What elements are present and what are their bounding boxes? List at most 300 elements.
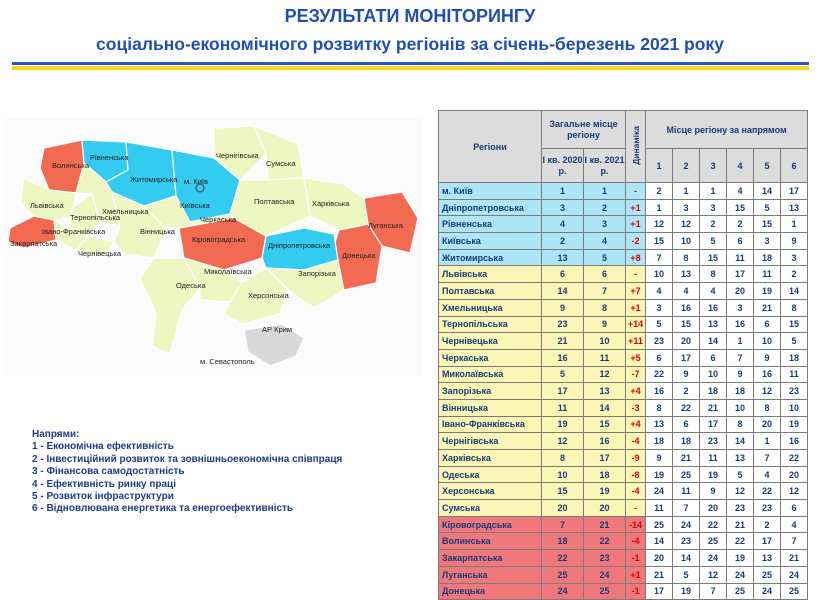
direction-2-cell: 3 <box>673 199 700 216</box>
table-row <box>439 249 808 266</box>
place-2021-cell: 3 <box>584 216 626 233</box>
direction-5-cell: 1 <box>754 433 781 450</box>
direction-6-cell: 6 <box>781 500 808 517</box>
ukraine-map <box>4 118 422 376</box>
direction-3-cell: 8 <box>700 266 727 283</box>
direction-1-cell: 9 <box>646 450 673 467</box>
direction-6-cell: 14 <box>781 283 808 300</box>
table-row <box>439 466 808 483</box>
direction-2-cell: 21 <box>673 450 700 467</box>
table-body <box>439 183 808 600</box>
table-row <box>439 583 808 600</box>
place-2021-cell: 11 <box>584 349 626 366</box>
place-2021-cell: 1 <box>584 183 626 200</box>
direction-2-cell: 5 <box>673 566 700 583</box>
flag-stripe-blue <box>12 62 809 65</box>
direction-6-cell: 20 <box>781 466 808 483</box>
direction-2-cell: 15 <box>673 316 700 333</box>
dynamics-cell: +4 <box>626 383 646 400</box>
region-name-cell: Закарпатська <box>439 550 542 567</box>
direction-3-cell: 13 <box>700 316 727 333</box>
direction-4-cell: 1 <box>727 333 754 350</box>
table-row <box>439 483 808 500</box>
direction-1-cell: 7 <box>646 249 673 266</box>
direction-4-cell: 5 <box>727 466 754 483</box>
direction-5-cell: 19 <box>754 283 781 300</box>
dynamics-cell: +4 <box>626 416 646 433</box>
direction-1-cell: 22 <box>646 366 673 383</box>
direction-4-cell: 3 <box>727 299 754 316</box>
header-direction-5: 5 <box>754 149 781 183</box>
place-2021-cell: 2 <box>584 199 626 216</box>
direction-2-cell: 12 <box>673 216 700 233</box>
legend-title: Напрями: <box>32 429 80 440</box>
direction-4-cell: 24 <box>727 566 754 583</box>
table-row <box>439 433 808 450</box>
table-row <box>439 399 808 416</box>
place-2020-cell: 5 <box>542 366 584 383</box>
place-2021-cell: 22 <box>584 533 626 550</box>
header-overall: Загальне місце регіону <box>542 111 626 149</box>
label-ternopilska: Тернопільська <box>70 213 121 222</box>
direction-5-cell: 20 <box>754 416 781 433</box>
direction-5-cell: 6 <box>754 316 781 333</box>
place-2021-cell: 16 <box>584 433 626 450</box>
direction-1-cell: 19 <box>646 466 673 483</box>
dynamics-cell: - <box>626 183 646 200</box>
label-dnipro: Дніпропетровська <box>268 241 331 250</box>
direction-3-cell: 4 <box>700 283 727 300</box>
table-row <box>439 299 808 316</box>
direction-2-cell: 7 <box>673 500 700 517</box>
region-name-cell: Вінницька <box>439 399 542 416</box>
direction-5-cell: 11 <box>754 266 781 283</box>
place-2021-cell: 20 <box>584 500 626 517</box>
place-2021-cell: 5 <box>584 249 626 266</box>
place-2020-cell: 13 <box>542 249 584 266</box>
place-2020-cell: 24 <box>542 583 584 600</box>
dynamics-cell: +8 <box>626 249 646 266</box>
label-crimea: АР Крим <box>262 325 292 334</box>
direction-2-cell: 23 <box>673 533 700 550</box>
direction-2-cell: 19 <box>673 583 700 600</box>
page-title: РЕЗУЛЬТАТИ МОНІТОРИНГУ <box>284 6 536 26</box>
region-name-cell: Запорізька <box>439 383 542 400</box>
label-odeska: Одеська <box>176 281 206 290</box>
table-row <box>439 199 808 216</box>
direction-6-cell: 17 <box>781 183 808 200</box>
dynamics-cell: - <box>626 266 646 283</box>
place-2020-cell: 10 <box>542 466 584 483</box>
direction-1-cell: 20 <box>646 550 673 567</box>
direction-4-cell: 14 <box>727 433 754 450</box>
direction-6-cell: 12 <box>781 483 808 500</box>
label-ivano: Івано-Франківська <box>42 227 106 236</box>
direction-5-cell: 25 <box>754 566 781 583</box>
table-row <box>439 383 808 400</box>
place-2021-cell: 8 <box>584 299 626 316</box>
direction-3-cell: 22 <box>700 516 727 533</box>
direction-1-cell: 5 <box>646 316 673 333</box>
direction-1-cell: 6 <box>646 349 673 366</box>
direction-3-cell: 2 <box>700 216 727 233</box>
direction-5-cell: 21 <box>754 299 781 316</box>
direction-4-cell: 19 <box>727 550 754 567</box>
place-2020-cell: 15 <box>542 483 584 500</box>
direction-1-cell: 11 <box>646 500 673 517</box>
region-name-cell: Київська <box>439 233 542 250</box>
dynamics-cell: +1 <box>626 566 646 583</box>
label-lvivska: Львівська <box>30 201 64 210</box>
direction-3-cell: 16 <box>700 299 727 316</box>
direction-4-cell: 8 <box>727 416 754 433</box>
label-kyivska: Київська <box>180 201 210 210</box>
direction-4-cell: 12 <box>727 483 754 500</box>
place-2020-cell: 12 <box>542 433 584 450</box>
direction-3-cell: 23 <box>700 433 727 450</box>
direction-2-cell: 17 <box>673 349 700 366</box>
direction-2-cell: 10 <box>673 233 700 250</box>
direction-4-cell: 22 <box>727 533 754 550</box>
direction-5-cell: 9 <box>754 349 781 366</box>
direction-4-cell: 7 <box>727 349 754 366</box>
place-2020-cell: 22 <box>542 550 584 567</box>
direction-3-cell: 11 <box>700 450 727 467</box>
direction-5-cell: 18 <box>754 249 781 266</box>
label-zhytomyrska: Житомирська <box>130 175 178 184</box>
region-name-cell: Кіровоградська <box>439 516 542 533</box>
place-2021-cell: 7 <box>584 283 626 300</box>
table-row <box>439 283 808 300</box>
direction-3-cell: 1 <box>700 183 727 200</box>
table-row <box>439 416 808 433</box>
place-2021-cell: 24 <box>584 566 626 583</box>
place-2021-cell: 18 <box>584 466 626 483</box>
direction-1-cell: 25 <box>646 516 673 533</box>
dynamics-cell: +11 <box>626 333 646 350</box>
direction-5-cell: 16 <box>754 366 781 383</box>
direction-3-cell: 14 <box>700 333 727 350</box>
region-name-cell: Чернігівська <box>439 433 542 450</box>
direction-5-cell: 17 <box>754 533 781 550</box>
direction-1-cell: 1 <box>646 199 673 216</box>
label-vinnytska: Вінницька <box>140 227 175 236</box>
direction-3-cell: 25 <box>700 533 727 550</box>
direction-4-cell: 4 <box>727 183 754 200</box>
table-row <box>439 550 808 567</box>
direction-3-cell: 10 <box>700 366 727 383</box>
direction-3-cell: 5 <box>700 233 727 250</box>
direction-6-cell: 10 <box>781 399 808 416</box>
direction-4-cell: 16 <box>727 316 754 333</box>
legend-item: 2 - Інвестиційний розвиток та зовнішньоекономічна співпраця <box>32 453 343 465</box>
dynamics-cell: +1 <box>626 299 646 316</box>
direction-6-cell: 23 <box>781 383 808 400</box>
direction-3-cell: 6 <box>700 349 727 366</box>
place-2021-cell: 23 <box>584 550 626 567</box>
direction-6-cell: 25 <box>781 583 808 600</box>
label-cherkaska: Черкаська <box>200 215 237 224</box>
direction-6-cell: 13 <box>781 199 808 216</box>
ukraine-map-svg <box>4 118 422 376</box>
label-khmelnytska: Хмельницька <box>102 207 149 216</box>
direction-1-cell: 17 <box>646 583 673 600</box>
table-row <box>439 216 808 233</box>
label-kirovohradska: Кіровоградська <box>192 235 246 244</box>
label-sumska: Сумська <box>266 159 296 168</box>
direction-2-cell: 6 <box>673 416 700 433</box>
place-2020-cell: 23 <box>542 316 584 333</box>
legend <box>32 429 342 516</box>
direction-6-cell: 18 <box>781 349 808 366</box>
direction-5-cell: 14 <box>754 183 781 200</box>
label-kharkivska: Харківська <box>312 199 350 208</box>
direction-3-cell: 18 <box>700 383 727 400</box>
region-name-cell: Волинська <box>439 533 542 550</box>
region-name-cell: Рівненська <box>439 216 542 233</box>
direction-6-cell: 9 <box>781 233 808 250</box>
direction-6-cell: 5 <box>781 333 808 350</box>
direction-2-cell: 11 <box>673 483 700 500</box>
label-donetska: Донецька <box>342 251 376 260</box>
place-2021-cell: 10 <box>584 333 626 350</box>
legend-item: 1 - Економічна ефективність <box>32 441 174 453</box>
direction-5-cell: 12 <box>754 383 781 400</box>
direction-1-cell: 21 <box>646 566 673 583</box>
region-name-cell: Полтавська <box>439 283 542 300</box>
direction-2-cell: 9 <box>673 366 700 383</box>
place-2021-cell: 14 <box>584 399 626 416</box>
dynamics-cell: -14 <box>626 516 646 533</box>
header-regions: Регіони <box>439 111 542 183</box>
region-name-cell: Тернопільська <box>439 316 542 333</box>
direction-4-cell: 20 <box>727 283 754 300</box>
direction-4-cell: 10 <box>727 399 754 416</box>
place-2020-cell: 7 <box>542 516 584 533</box>
header-direction-1: 1 <box>646 149 673 183</box>
region-name-cell: Хмельницька <box>439 299 542 316</box>
place-2021-cell: 6 <box>584 266 626 283</box>
table-row <box>439 500 808 517</box>
direction-5-cell: 2 <box>754 516 781 533</box>
region-name-cell: Миколаївська <box>439 366 542 383</box>
direction-4-cell: 15 <box>727 199 754 216</box>
region-name-cell: Чернівецька <box>439 333 542 350</box>
direction-3-cell: 17 <box>700 416 727 433</box>
header-direction-2: 2 <box>673 149 700 183</box>
direction-3-cell: 7 <box>700 583 727 600</box>
dynamics-cell: +7 <box>626 283 646 300</box>
region-name-cell: Дніпропетровська <box>439 199 542 216</box>
direction-5-cell: 3 <box>754 233 781 250</box>
direction-2-cell: 2 <box>673 383 700 400</box>
place-2020-cell: 1 <box>542 183 584 200</box>
region-name-cell: Луганська <box>439 566 542 583</box>
legend-item: 5 - Розвиток інфраструктури <box>32 491 174 503</box>
place-2020-cell: 20 <box>542 500 584 517</box>
table-row <box>439 450 808 467</box>
header-q1-2021: І кв. 2021 р. <box>584 149 626 183</box>
direction-6-cell: 7 <box>781 533 808 550</box>
direction-3-cell: 24 <box>700 550 727 567</box>
direction-6-cell: 22 <box>781 450 808 467</box>
direction-5-cell: 7 <box>754 450 781 467</box>
direction-3-cell: 21 <box>700 399 727 416</box>
direction-5-cell: 4 <box>754 466 781 483</box>
direction-6-cell: 3 <box>781 249 808 266</box>
direction-6-cell: 24 <box>781 566 808 583</box>
label-zakarpatska: Закарпатська <box>10 239 58 248</box>
dynamics-cell: +1 <box>626 199 646 216</box>
direction-6-cell: 2 <box>781 266 808 283</box>
place-2021-cell: 12 <box>584 366 626 383</box>
direction-5-cell: 22 <box>754 483 781 500</box>
direction-5-cell: 24 <box>754 583 781 600</box>
header-dynamics: Динаміка <box>626 111 646 183</box>
table-row <box>439 316 808 333</box>
place-2020-cell: 4 <box>542 216 584 233</box>
label-zaporizka: Запорізька <box>298 269 336 278</box>
direction-4-cell: 13 <box>727 450 754 467</box>
direction-4-cell: 11 <box>727 249 754 266</box>
direction-2-cell: 14 <box>673 550 700 567</box>
direction-3-cell: 3 <box>700 199 727 216</box>
direction-2-cell: 18 <box>673 433 700 450</box>
region-name-cell: Львівська <box>439 266 542 283</box>
direction-5-cell: 13 <box>754 550 781 567</box>
ranking-table <box>438 110 808 600</box>
region-name-cell: Черкаська <box>439 349 542 366</box>
table-row <box>439 266 808 283</box>
region-name-cell: Одеська <box>439 466 542 483</box>
direction-6-cell: 11 <box>781 366 808 383</box>
table-row <box>439 233 808 250</box>
flag-stripe-yellow <box>12 66 809 70</box>
direction-1-cell: 4 <box>646 283 673 300</box>
region-name-cell: Сумська <box>439 500 542 517</box>
direction-2-cell: 4 <box>673 283 700 300</box>
header-direction-6: 6 <box>781 149 808 183</box>
table-row <box>439 516 808 533</box>
dynamics-cell: -2 <box>626 233 646 250</box>
direction-1-cell: 2 <box>646 183 673 200</box>
direction-3-cell: 15 <box>700 249 727 266</box>
region-name-cell: Івано-Франківська <box>439 416 542 433</box>
table-row <box>439 566 808 583</box>
table-row <box>439 183 808 200</box>
label-volynska: Волинська <box>52 161 89 170</box>
direction-5-cell: 23 <box>754 500 781 517</box>
direction-3-cell: 20 <box>700 500 727 517</box>
table-row <box>439 349 808 366</box>
dynamics-cell: -4 <box>626 533 646 550</box>
region-name-cell: Донецька <box>439 583 542 600</box>
header-direction-4: 4 <box>727 149 754 183</box>
direction-1-cell: 13 <box>646 416 673 433</box>
direction-6-cell: 4 <box>781 516 808 533</box>
place-2020-cell: 11 <box>542 399 584 416</box>
direction-3-cell: 19 <box>700 466 727 483</box>
direction-6-cell: 1 <box>781 216 808 233</box>
legend-item: 4 - Ефективність ринку праці <box>32 478 176 490</box>
direction-6-cell: 19 <box>781 416 808 433</box>
place-2021-cell: 21 <box>584 516 626 533</box>
direction-2-cell: 25 <box>673 466 700 483</box>
header-by-direction: Місце регіону за напрямом <box>646 111 808 149</box>
place-2020-cell: 2 <box>542 233 584 250</box>
direction-2-cell: 22 <box>673 399 700 416</box>
direction-6-cell: 8 <box>781 299 808 316</box>
region-name-cell: Харківська <box>439 450 542 467</box>
direction-1-cell: 12 <box>646 216 673 233</box>
label-khersonska: Херсонська <box>248 291 289 300</box>
header-q1-2020: І кв. 2020 р. <box>542 149 584 183</box>
direction-1-cell: 14 <box>646 533 673 550</box>
dynamics-cell: -1 <box>626 550 646 567</box>
place-2020-cell: 18 <box>542 533 584 550</box>
direction-5-cell: 10 <box>754 333 781 350</box>
place-2020-cell: 19 <box>542 416 584 433</box>
dynamics-cell: -1 <box>626 583 646 600</box>
direction-1-cell: 15 <box>646 233 673 250</box>
direction-6-cell: 16 <box>781 433 808 450</box>
dynamics-cell: -4 <box>626 433 646 450</box>
place-2021-cell: 4 <box>584 233 626 250</box>
place-2020-cell: 25 <box>542 566 584 583</box>
place-2020-cell: 9 <box>542 299 584 316</box>
table-row <box>439 533 808 550</box>
direction-5-cell: 5 <box>754 199 781 216</box>
direction-4-cell: 6 <box>727 233 754 250</box>
label-luhanska: Луганська <box>368 221 403 230</box>
label-rivnenska: Рівненська <box>90 153 129 162</box>
place-2020-cell: 17 <box>542 383 584 400</box>
direction-4-cell: 2 <box>727 216 754 233</box>
dynamics-cell: +5 <box>626 349 646 366</box>
place-2020-cell: 3 <box>542 199 584 216</box>
direction-2-cell: 16 <box>673 299 700 316</box>
direction-1-cell: 18 <box>646 433 673 450</box>
place-2021-cell: 19 <box>584 483 626 500</box>
direction-1-cell: 8 <box>646 399 673 416</box>
region-name-cell: м. Київ <box>439 183 542 200</box>
dynamics-cell: +14 <box>626 316 646 333</box>
place-2020-cell: 8 <box>542 450 584 467</box>
place-2021-cell: 15 <box>584 416 626 433</box>
dynamics-cell: -8 <box>626 466 646 483</box>
dynamics-cell: -4 <box>626 483 646 500</box>
region-name-cell: Херсонська <box>439 483 542 500</box>
direction-4-cell: 18 <box>727 383 754 400</box>
direction-6-cell: 15 <box>781 316 808 333</box>
place-2021-cell: 13 <box>584 383 626 400</box>
place-2020-cell: 14 <box>542 283 584 300</box>
direction-1-cell: 24 <box>646 483 673 500</box>
direction-1-cell: 16 <box>646 383 673 400</box>
place-2020-cell: 16 <box>542 349 584 366</box>
label-sevastopol: м. Севастополь <box>200 357 255 366</box>
direction-1-cell: 3 <box>646 299 673 316</box>
place-2021-cell: 9 <box>584 316 626 333</box>
direction-2-cell: 8 <box>673 249 700 266</box>
dynamics-cell: +1 <box>626 216 646 233</box>
direction-3-cell: 12 <box>700 566 727 583</box>
page-subtitle: соціально-економічного розвитку регіонів за січень-березень 2021 року <box>96 34 724 54</box>
direction-4-cell: 25 <box>727 583 754 600</box>
dynamics-cell: -7 <box>626 366 646 383</box>
direction-5-cell: 15 <box>754 216 781 233</box>
label-kyiv: м. Київ <box>184 177 208 186</box>
